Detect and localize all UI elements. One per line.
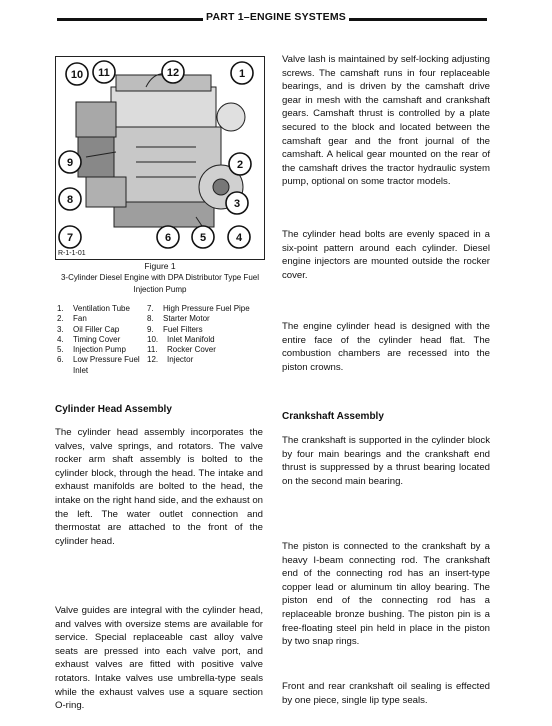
callout-6: [157, 226, 179, 248]
legend-right: [147, 304, 250, 366]
legend-item: 7. High Pressure Fuel Pipe: [147, 304, 250, 313]
svg-text:5: 5: [199, 232, 207, 244]
figure-title: Figure 1: [144, 261, 176, 271]
legend-item: 4. Timing Cover: [57, 334, 121, 344]
svg-text:6: 6: [164, 232, 172, 244]
callout-9: [59, 151, 81, 173]
engine-illustration: [56, 57, 264, 259]
legend-item: 9. Fuel Filters: [147, 324, 203, 334]
heading-cylinder-head: Cylinder Head Assembly: [55, 404, 172, 415]
page-header: [0, 11, 552, 23]
header-title: PART 1–ENGINE SYSTEMS: [203, 11, 349, 23]
svg-text:10: 10: [70, 69, 84, 81]
callout-5: [192, 226, 214, 248]
callout-10: [66, 63, 88, 85]
figure-caption: [55, 260, 265, 296]
callout-4: [228, 226, 250, 248]
svg-text:9: 9: [66, 157, 74, 169]
heading-crankshaft: Crankshaft Assembly: [282, 411, 384, 422]
legend-item: 3. Oil Filler Cap: [57, 324, 120, 334]
paragraph-crankshaft-2: The piston is connected to the crankshaft by a heavy I-beam connecting rod. The crankshaft end of the connecting rod has an insert-type copper lead or aluminum tin alloy bearing. The piston end of the connecting rod has a replaceable bronze bushing. The piston pin is a free-floating steel pin held in place in the piston by two snap rings.: [282, 541, 490, 648]
paragraph-crankshaft-3: Front and rear crankshaft oil sealing is effected by one piece, single lip type seals.: [282, 681, 490, 706]
legend-item: 6. Low Pressure Fuel: [57, 355, 140, 365]
svg-text:12: 12: [166, 67, 180, 79]
figure-caption-text: 3-Cylinder Diesel Engine with DPA Distributor Type Fuel Injection Pump: [60, 273, 259, 294]
paragraph-crankshaft-1: The crankshaft is supported in the cylinder block by four main bearings and the crankshaft end thrust is suppressed by a thrust bearing located on the second main bearing.: [282, 435, 490, 487]
paragraph-cylinder-head-1: The cylinder head assembly incorporates the valves, valve springs, and rotators. The valve rocker arm shaft assembly is bolted to the cylinder block, through the head. The intake and exhaust manifolds are bolted to the head, the intake on the right hand side, and the exhaust on the left. The water outlet connection and thermostat are attached to the front of the cylinder head.: [55, 427, 263, 547]
paragraph-head-bolts: The cylinder head bolts are evenly spaced in a six-point pattern around each cylinder. Diesel engine injectors are mounted outside the rocker cover.: [282, 229, 490, 281]
legend-item: 12. Injector: [147, 355, 194, 365]
legend-item: Inlet: [73, 365, 89, 375]
svg-text:4: 4: [235, 232, 243, 244]
callout-2: [229, 153, 251, 175]
legend-item: 2. Fan: [57, 314, 87, 324]
svg-text:3: 3: [233, 198, 241, 210]
callout-3: [226, 192, 248, 214]
svg-text:11: 11: [98, 67, 110, 79]
callout-1: [231, 62, 253, 84]
svg-text:8: 8: [66, 194, 74, 206]
paragraph-head-design: The engine cylinder head is designed with the entire face of the cylinder head flat. The combustion chambers are recessed into the piston crowns.: [282, 321, 490, 373]
legend-item: 10. Inlet Manifold: [147, 334, 215, 344]
legend-left: [57, 304, 140, 376]
legend-item: 8. Starter Motor: [147, 314, 210, 324]
callout-8: [59, 188, 81, 210]
svg-text:1: 1: [238, 68, 246, 80]
legend-item: 1. Ventilation Tube: [57, 304, 130, 313]
legend-item: 5. Injection Pump: [57, 345, 126, 355]
callout-7: [59, 226, 81, 248]
paragraph-cylinder-head-2: Valve guides are integral with the cylinder head, and valves with oversize stems are available for service. Special replaceable cast alloy valve seats are pressed into each valve port, and exhaust valves are fitted with positive valve rotators. Intake valves use umbrella-type seals while the exhaust valves use a square section O-ring.: [55, 605, 263, 712]
engine-figure: [55, 56, 265, 260]
svg-text:7: 7: [66, 232, 74, 244]
callout-11: [93, 61, 115, 83]
callout-12: [162, 61, 184, 83]
paragraph-valve-lash: Valve lash is maintained by self-locking adjusting screws. The camshaft runs in four replaceable bearings, and is driven by the camshaft drive gear in mesh with the camshaft and crankshaft gears. Camshaft thrust is controlled by a plate secured to the block and located between the camshaft gear and the front journal of the camshaft. A helical gear mounted on the rear of the camshaft drives the tractor hydraulic system pump, optional on some tractor models.: [282, 54, 490, 188]
figure-label: R-1-1-01: [58, 250, 86, 257]
legend-item: 11. Rocker Cover: [147, 345, 216, 355]
svg-text:2: 2: [236, 159, 244, 171]
